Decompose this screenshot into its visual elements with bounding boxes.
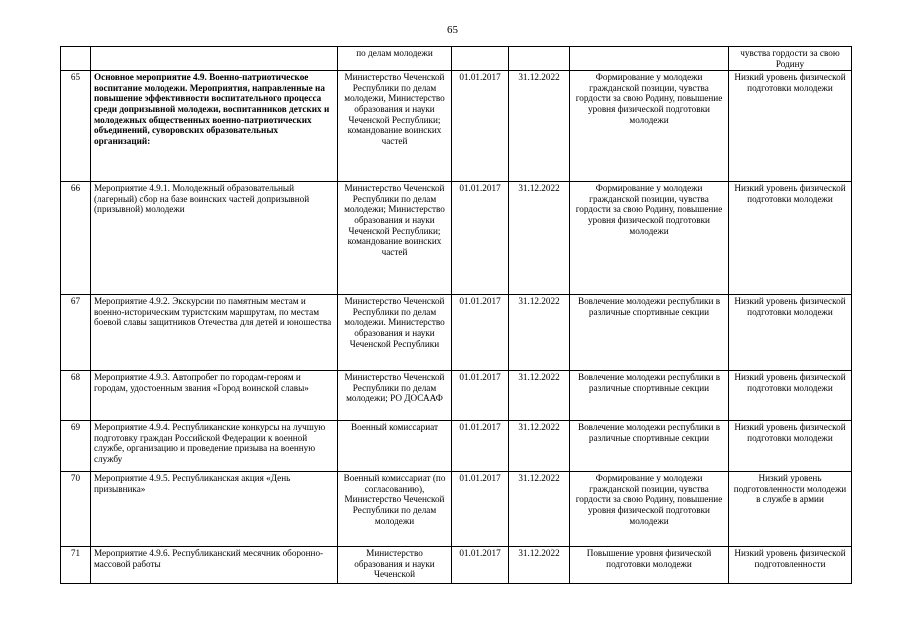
row-number-cell: 71 (61, 547, 91, 584)
risk-cell: Низкий уровень физической подготовки молодежи (729, 371, 852, 421)
table-row (61, 547, 852, 584)
end-date-cell: 31.12.2022 (509, 182, 570, 295)
executor-cell: Военный комиссариат (338, 421, 452, 472)
start-date-cell: 01.01.2017 (452, 371, 509, 421)
expected-result-cell (570, 47, 729, 71)
expected-result-cell: Повышение уровня физической подготовки молодежи (570, 547, 729, 584)
table-row (61, 47, 852, 71)
table-row (61, 472, 852, 547)
expected-result-cell: Вовлечение молодежи республики в различные спортивные секции (570, 421, 729, 472)
start-date-cell (452, 47, 509, 71)
end-date-cell: 31.12.2022 (509, 547, 570, 584)
risk-cell: чувства гордости за свою Родину (729, 47, 852, 71)
table-row (61, 421, 852, 472)
expected-result-cell: Формирование у молодежи гражданской позиции, чувства гордости за свою Родину, повышение уровня физической подготовки молодежи (570, 182, 729, 295)
table-row (61, 371, 852, 421)
risk-cell: Низкий уровень подготовленности молодежи в службе в армии (729, 472, 852, 547)
start-date-cell: 01.01.2017 (452, 295, 509, 371)
start-date-cell: 01.01.2017 (452, 182, 509, 295)
activity-name-cell: Основное мероприятие 4.9. Военно-патриотическое воспитание молодежи. Мероприятия, направленные на повышение эффективности воспитательного процесса среди допризывной молодежи, воспитанников детских и молодежных общественных военно-патриотических объединений, суворовских образовательных организаций: (91, 71, 338, 182)
risk-cell: Низкий уровень физической подготовки молодежи (729, 182, 852, 295)
risk-cell: Низкий уровень физической подготовки молодежи (729, 295, 852, 371)
row-number-cell: 70 (61, 472, 91, 547)
expected-result-cell: Вовлечение молодежи республики в различные спортивные секции (570, 371, 729, 421)
table-row (61, 295, 852, 371)
start-date-cell: 01.01.2017 (452, 421, 509, 472)
executor-cell: Министерство Чеченской Республики по делам молодежи; Министерство образования и науки Чеченской Республики; командование воинских частей (338, 182, 452, 295)
activity-name-cell: Мероприятие 4.9.2. Экскурсии по памятным местам и военно-историческим туристским маршрутам, по местам боевой славы защитников Отечества для детей и юношества (91, 295, 338, 371)
end-date-cell (509, 47, 570, 71)
activity-name-cell: Мероприятие 4.9.3. Автопробег по городам-героям и городам, удостоенным звания «Город воинской славы» (91, 371, 338, 421)
expected-result-cell: Вовлечение молодежи республики в различные спортивные секции (570, 295, 729, 371)
executor-cell: Министерство Чеченской Республики по делам молодежи. Министерство образования и науки Чеченской Республики (338, 295, 452, 371)
expected-result-cell: Формирование у молодежи гражданской позиции, чувства гордости за свою Родину, повышение уровня физической подготовки молодежи (570, 71, 729, 182)
activity-name-cell: Мероприятие 4.9.6. Республиканский месячник оборонно-массовой работы (91, 547, 338, 584)
activity-name-cell: Мероприятие 4.9.4. Республиканские конкурсы на лучшую подготовку граждан Российской Федерации к военной службе, организацию и проведение призыва на военную службу (91, 421, 338, 472)
row-number-cell: 65 (61, 71, 91, 182)
table-row (61, 71, 852, 182)
end-date-cell: 31.12.2022 (509, 295, 570, 371)
row-number-cell: 66 (61, 182, 91, 295)
executor-cell: Министерство образования и науки Чеченской (338, 547, 452, 584)
activity-name-cell (91, 47, 338, 71)
end-date-cell: 31.12.2022 (509, 472, 570, 547)
table-row (61, 182, 852, 295)
start-date-cell: 01.01.2017 (452, 71, 509, 182)
executor-cell: Министерство Чеченской Республики по делам молодежи; РО ДОСААФ (338, 371, 452, 421)
executor-cell: по делам молодежи (338, 47, 452, 71)
risk-cell: Низкий уровень физической подготовки молодежи (729, 421, 852, 472)
risk-cell: Низкий уровень физической подготовки молодежи (729, 71, 852, 182)
program-activities-table (60, 46, 852, 584)
executor-cell: Министерство Чеченской Республики по делам молодежи, Министерство образования и науки Чеченской Республики; командование воинских частей (338, 71, 452, 182)
start-date-cell: 01.01.2017 (452, 547, 509, 584)
row-number-cell (61, 47, 91, 71)
end-date-cell: 31.12.2022 (509, 71, 570, 182)
page-number: 65 (447, 24, 458, 36)
expected-result-cell: Формирование у молодежи гражданской позиции, чувства гордости за свою Родину, повышение уровня физической подготовки молодежи (570, 472, 729, 547)
row-number-cell: 68 (61, 371, 91, 421)
end-date-cell: 31.12.2022 (509, 421, 570, 472)
risk-cell: Низкий уровень физической подготовленности (729, 547, 852, 584)
end-date-cell: 31.12.2022 (509, 371, 570, 421)
start-date-cell: 01.01.2017 (452, 472, 509, 547)
activity-name-cell: Мероприятие 4.9.5. Республиканская акция «День призывника» (91, 472, 338, 547)
row-number-cell: 69 (61, 421, 91, 472)
activity-name-cell: Мероприятие 4.9.1. Молодежный образовательный (лагерный) сбор на базе воинских частей допризывной (призывной) молодежи (91, 182, 338, 295)
executor-cell: Военный комиссариат (по согласованию), Министерство Чеченской Республики по делам молодежи (338, 472, 452, 547)
row-number-cell: 67 (61, 295, 91, 371)
